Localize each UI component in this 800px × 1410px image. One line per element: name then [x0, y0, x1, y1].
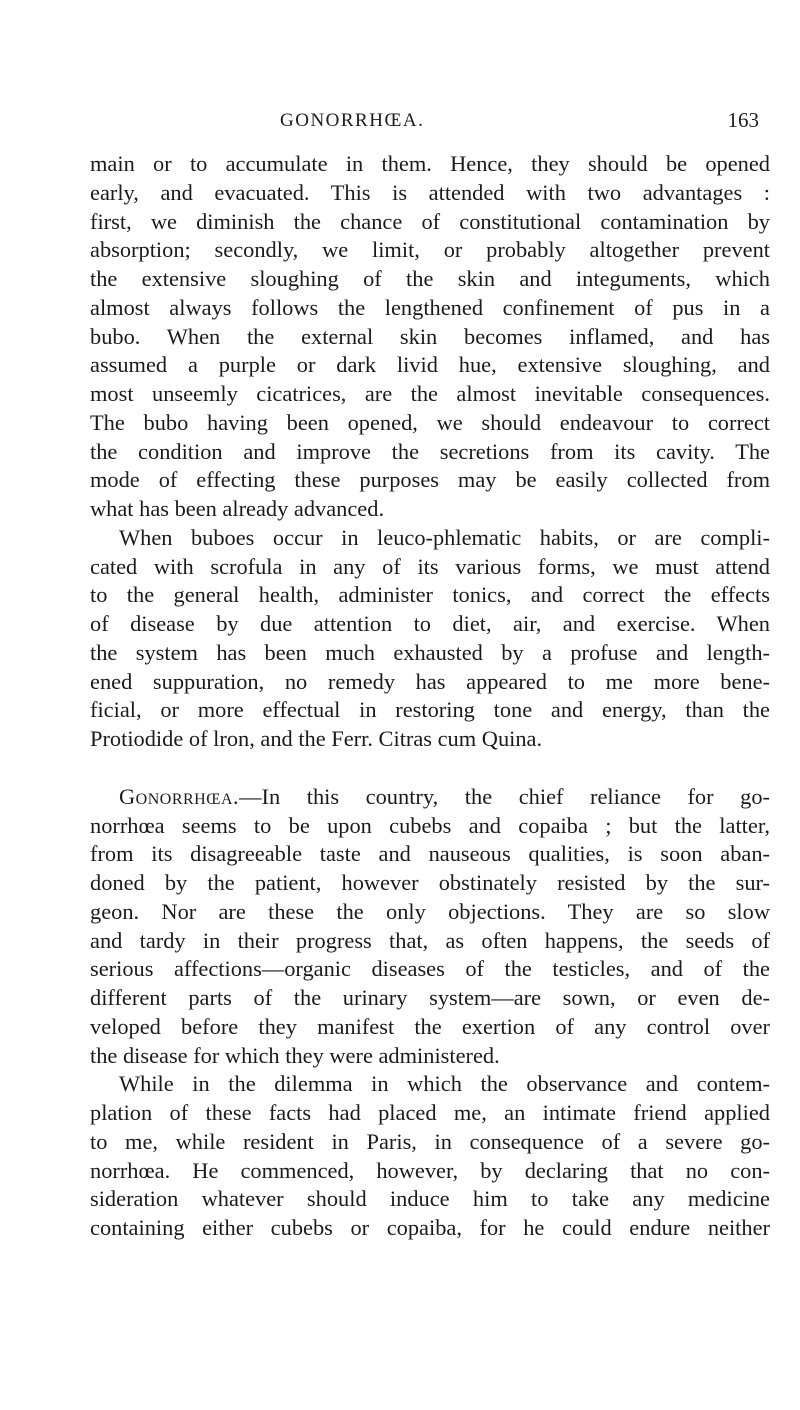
text-line: geon. Nor are these the only objections. They are so slow — [90, 898, 770, 924]
text-line: ened suppuration, no remedy has appeared to me more bene- — [90, 668, 770, 694]
text-line: sideration whatever should induce him to take any medicine — [90, 1186, 770, 1212]
text-line: first, we diminish the chance of constitutional contamination by — [90, 208, 770, 234]
text-line: to the general health, administer tonics, and correct the effects — [90, 582, 770, 608]
text-line: veloped before they manifest the exertion of any control over — [90, 1013, 770, 1039]
text-line: doned by the patient, however obstinately resisted by the sur- — [90, 870, 770, 895]
text-line — [90, 783, 770, 812]
text-line: norrhœa. He commenced, however, by declaring that no con- — [90, 1157, 770, 1183]
running-title: GONORRHŒA. — [280, 110, 425, 131]
text-line: While in the dilemma in which the observance and contem- — [119, 1071, 770, 1097]
text-line: cated with scrofula in any of its various forms, we must attend — [90, 553, 770, 579]
text-line: from its disagreeable taste and nauseous qualities, is soon aban- — [90, 841, 770, 867]
text-line: Protiodide of lron, and the Ferr. Citras cum Quina. — [90, 726, 543, 751]
text-line: mode of effecting these purposes may be easily collected from — [90, 467, 770, 493]
text-line: the extensive sloughing of the skin and integuments, which — [90, 266, 770, 291]
text-line: bubo. When the external skin becomes inflamed, and has — [90, 323, 770, 349]
text-line: the system has been much exhausted by a profuse and length- — [90, 639, 770, 665]
text-line: absorption; secondly, we limit, or probably altogether prevent — [90, 237, 770, 263]
paragraph-gap — [90, 754, 770, 783]
text-line: what has been already advanced. — [90, 496, 385, 521]
paragraph-gonorrhoea — [90, 783, 770, 1071]
text-line: main or to accumulate in them. Hence, they should be opened — [90, 151, 770, 176]
text-line: of disease by due attention to diet, air, and exercise. When — [90, 611, 770, 636]
body-text — [90, 150, 770, 1243]
text-line: the disease for which they were administered. — [90, 1042, 500, 1068]
paragraph-buboes-opening — [90, 150, 770, 524]
text-line: early, and evacuated. This is attended with two advantages : — [90, 179, 770, 205]
text-line: different parts of the urinary system—are sown, or even de- — [90, 985, 770, 1010]
text-line: and tardy in their progress that, as often happens, the seeds of — [90, 927, 770, 953]
heading-continuation: —In this country, the chief reliance for go- — [239, 783, 770, 809]
text-line: containing either cubebs or copaiba, for he could endure neither — [90, 1215, 770, 1240]
page-header — [132, 110, 759, 140]
section-heading: Gonorrhœa. — [119, 783, 240, 809]
text-line: plation of these facts had placed me, an intimate friend applied — [90, 1100, 770, 1125]
text-line: serious affections—organic diseases of the testicles, and of the — [90, 956, 770, 982]
text-line: norrhœa seems to be upon cubebs and copaiba ; but the latter, — [90, 812, 770, 838]
text-line: ficial, or more effectual in restoring tone and energy, than the — [90, 697, 770, 723]
text-line: most unseemly cicatrices, are the almost inevitable consequences. — [90, 381, 770, 406]
text-line: to me, while resident in Paris, in consequence of a severe go- — [90, 1128, 770, 1154]
text-line: The bubo having been opened, we should endeavour to correct — [90, 409, 770, 435]
text-line: assumed a purple or dark livid hue, extensive sloughing, and — [90, 352, 770, 378]
text-line: the condition and improve the secretions from its cavity. The — [90, 438, 770, 464]
text-line: almost always follows the lengthened confinement of pus in a — [90, 294, 770, 320]
paragraph-dilemma — [90, 1070, 770, 1243]
paragraph-leuco-phlematic — [90, 524, 770, 754]
page-number: 163 — [727, 108, 759, 132]
text-line: When buboes occur in leuco-phlematic habits, or are compli- — [119, 524, 770, 550]
